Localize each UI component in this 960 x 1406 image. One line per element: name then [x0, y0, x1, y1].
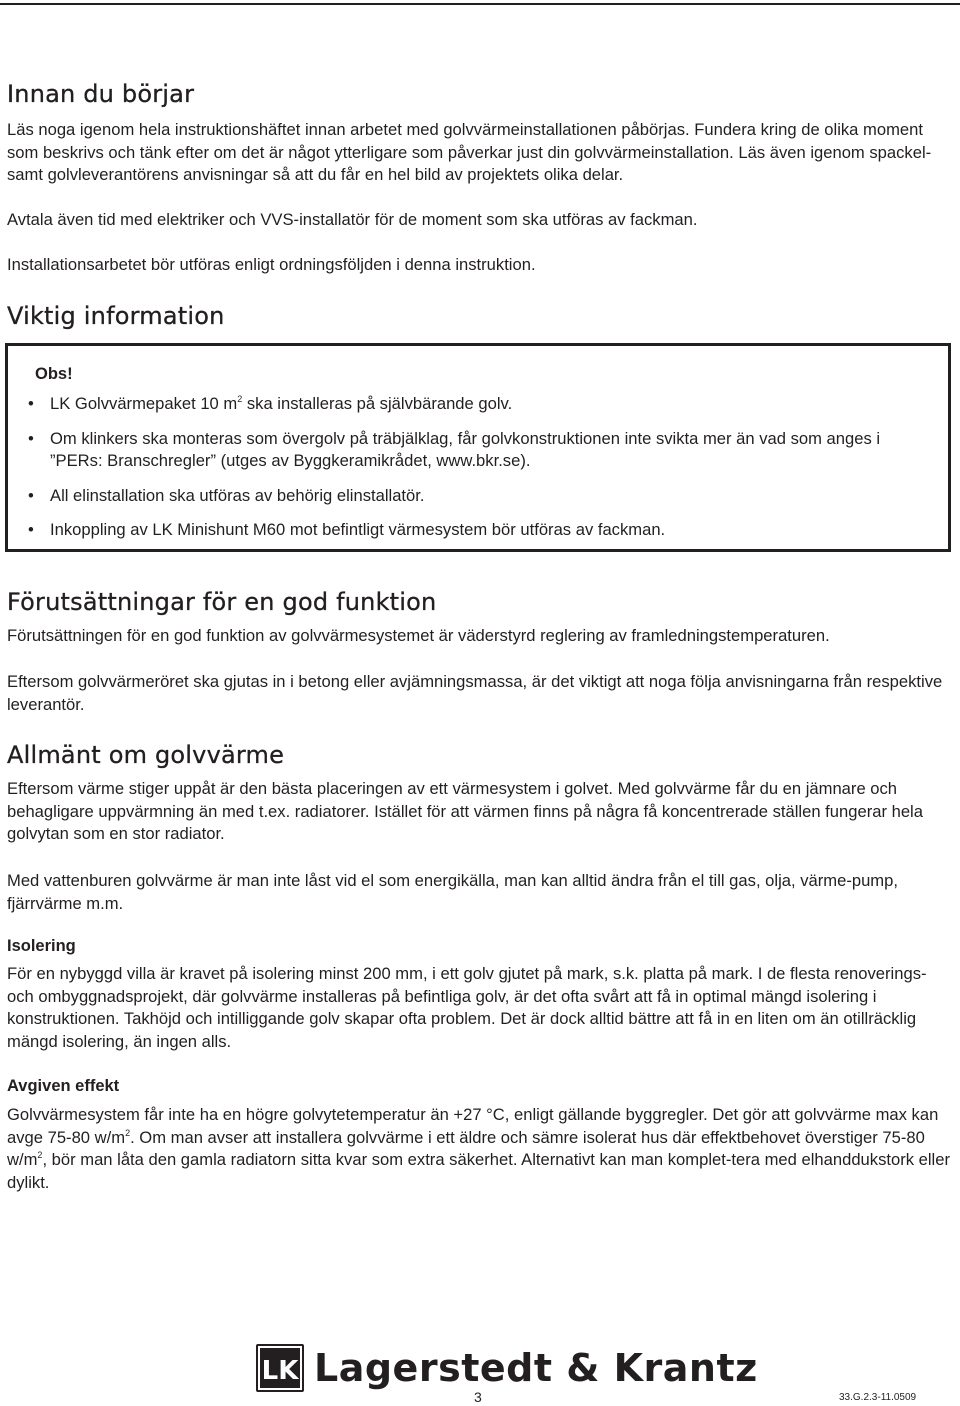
list-item-text: ska installeras på självbärande golv.	[242, 394, 513, 413]
paragraph-forut-2: Eftersom golvvärmeröret ska gjutas in i betong eller avjämningsmassa, är det viktigt att noga följa anvisningarna från respektive leverantör.	[7, 672, 943, 714]
paragraph-text: , bör man låta den gamla radiatorn sitta kvar som extra säkerhet. Alternativt kan man komplet-tera med elhanddukstork eller dylikt.	[7, 1150, 950, 1192]
heading-allmant: Allmänt om golvvärme	[7, 741, 285, 769]
notice-list	[28, 393, 933, 554]
page-number: 3	[474, 1389, 482, 1405]
brand-name: Lagerstedt & Krantz	[314, 1346, 758, 1390]
paragraph-text: . Om man avser att installera golvvärme i ett äldre och sämre isolerat hus där effektbehovet överstiger 75-80 w/m	[7, 1127, 925, 1169]
paragraph-effekt	[7, 1104, 957, 1194]
paragraph-allmant-1: Eftersom värme stiger uppåt är den bästa placeringen av ett värmesystem i golvet. Med golvvärme får du en jämnare och behagligare uppvärmning än med t.ex. radiatorer. Istället för att värmen finns på några få koncentrerade ställen fungerar hela golvytan som en stor radiator.	[7, 779, 923, 843]
heading-isolering: Isolering	[7, 937, 76, 955]
paragraph-innan-3: Installationsarbetet bör utföras enligt ordningsföljden i denna instruktion.	[7, 255, 536, 274]
list-item	[28, 393, 933, 416]
heading-innan: Innan du börjar	[7, 80, 195, 108]
obs-label: Obs!	[35, 365, 73, 383]
list-item-text: LK Golvvärmepaket 10 m	[50, 394, 238, 413]
paragraph-forut-1: Förutsättningen för en god funktion av golvvärmesystemet är väderstyrd reglering av framledningstemperaturen.	[7, 626, 830, 645]
top-rule	[0, 3, 960, 5]
document-reference: 33.G.2.3-11.0509	[839, 1392, 917, 1403]
superscript: 2	[237, 394, 243, 404]
heading-viktig: Viktig information	[7, 302, 225, 330]
logo-mark-text: LK	[261, 1356, 299, 1386]
heading-forutsattningar: Förutsättningar för en god funktion	[7, 588, 437, 616]
paragraph-text: Golvvärmesystem får inte ha en högre golvytetemperatur än +27 °C, enligt gällande byggregler. Det gör att golvvärme max kan avge 75-80 w/m	[7, 1105, 939, 1147]
notice-box	[5, 343, 951, 552]
paragraph-innan-2: Avtala även tid med elektriker och VVS-installatör för de moment som ska utföras av fackman.	[7, 210, 698, 229]
list-item: • Om klinkers ska monteras som övergolv på träbjälklag, får golvkonstruktionen inte svikta mer än vad som anges i ”PERs: Branschregler” (utges av Byggkeramikrådet, www.bkr.se).	[28, 428, 933, 473]
heading-effekt: Avgiven effekt	[7, 1077, 120, 1095]
superscript: 2	[37, 1150, 43, 1160]
paragraph-allmant-2: Med vattenburen golvvärme är man inte låst vid el som energikälla, man kan alltid ändra från el till gas, olja, värme-pump, fjärrvärme m.m.	[7, 871, 898, 913]
paragraph-innan-1: Läs noga igenom hela instruktionshäftet innan arbetet med golvvärmeinstallationen påbörjas. Fundera kring de olika moment som beskrivs och tänk efter om det är något ytterligare som påverkar just din golvvärmeinstallation. Läs även igenom spackel- samt golvleverantörens anvisningar så att du får en hel bild av projektets olika delar.	[7, 120, 932, 184]
paragraph-isolering: För en nybyggd villa är kravet på isolering minst 200 mm, i ett golv gjutet på mark, s.k. platta på mark. I de flesta renoverings- och ombyggnadsprojekt, där golvvärme installeras på befintliga golv, är det ofta svårt att få in optimal mängd isolering i konstruktionen. Takhöjd och intilliggande golv skapar ofta problem. Det är dock alltid bättre att få in en liten om än otillräcklig mängd isolering, än ingen alls.	[7, 964, 927, 1051]
list-item: • Inkoppling av LK Minishunt M60 mot befintligt värmesystem bör utföras av fackman.	[28, 519, 933, 542]
list-item: • All elinstallation ska utföras av behörig elinstallatör.	[28, 485, 933, 508]
company-logo	[256, 1344, 758, 1392]
superscript: 2	[125, 1127, 131, 1138]
lk-logo-icon	[256, 1344, 304, 1392]
